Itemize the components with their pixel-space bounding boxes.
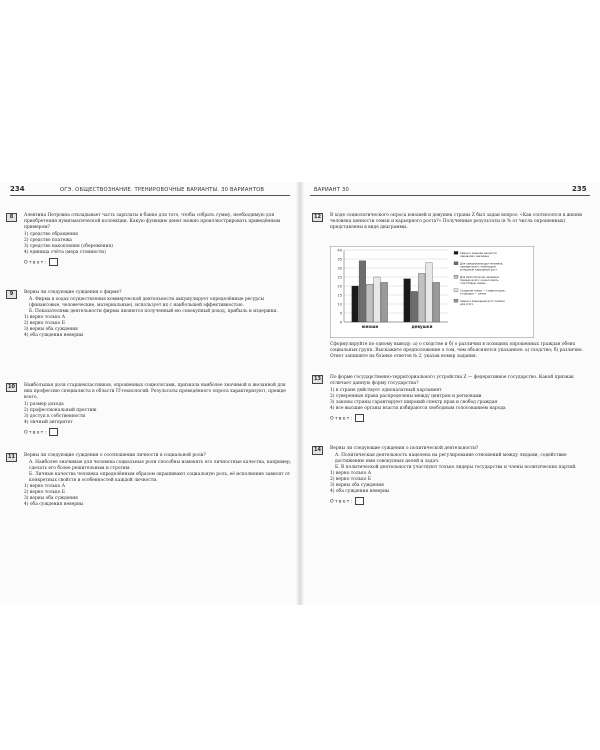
y-tick-label: 10	[337, 302, 342, 307]
statement-b: Б. Показателями деятельности фирмы являются полученный ею совокупный доход, прибыль и издержки.	[29, 309, 278, 314]
y-tick-label: 15	[337, 293, 342, 298]
bar	[366, 284, 373, 322]
left-page-number: 234	[10, 185, 25, 193]
x-tick-label: юноши	[361, 324, 379, 329]
y-tick-label: 0	[339, 320, 342, 325]
answer-row	[330, 497, 594, 506]
question-14	[312, 446, 594, 506]
bar	[426, 263, 433, 322]
option-1: 1) верно только А	[330, 471, 372, 476]
statement-a: А. Политическая деятельность нацелена на регулирование отношений между людьми, содействие достижению ими совокупных целей и задач.	[335, 453, 567, 464]
question-12	[312, 213, 594, 232]
option-3: 3) доступ к собственности	[24, 414, 86, 419]
legend-swatch	[454, 275, 458, 278]
question-stem: Наибольшая доля старшеклассников, опрошенных социологами, признала наиболее значимой и желанной для них профессию специалиста в области IT-технологий. Результаты проведённого опроса характеризуют, прежде всего,	[24, 383, 286, 400]
option-1: 1) в стране действует однопалатный парламент	[330, 388, 442, 393]
legend-label: Семья и карьерный рост помехи для этого	[460, 299, 505, 306]
question-task: Сформулируйте по одному выводу: а) о сходстве и б) о различии в позициях опрошенных граждан обеих социальных групп. Выскажите предположение о том, чем объясняется указанное: а) сходство; б) различие.	[330, 342, 583, 353]
right-page-header: ВАРИАНТ 30	[314, 187, 349, 193]
question-12-followup	[330, 342, 594, 360]
legend-swatch	[454, 289, 458, 292]
answer-label: Ответ:	[24, 260, 48, 266]
y-tick-label: 20	[337, 284, 342, 289]
legend-label: Создание семьи — главная цель, а карьера — затем	[460, 289, 506, 296]
answer-label: Ответ:	[330, 416, 354, 422]
y-tick-label: 25	[337, 275, 342, 280]
left-header-rule	[10, 195, 290, 196]
bar	[374, 277, 381, 322]
question-stem: Алевтина Петровна откладывает часть зарплаты в банке для того, чтобы собрать сумму, необходимую для приобретения нумизматической коллекции. Какую функцию денег можно проиллюстрировать приведённым примером?	[24, 213, 281, 230]
question-13	[312, 375, 594, 423]
question-stem: Верны ли следующие суждения о фирме?	[24, 290, 122, 295]
option-3: 3) верны оба суждения	[24, 327, 78, 332]
option-3: 3) верны оба суждения	[330, 483, 384, 488]
option-4: 4) оба суждения неверны	[330, 489, 390, 494]
bar	[433, 282, 440, 322]
option-4: 4) оба суждения неверны	[24, 502, 84, 507]
option-1: 1) размер дохода	[24, 402, 64, 407]
question-stem: В ходе социологического опроса юношей и девушек страны Z был задан вопрос: «Как соотносятся в жизни человека ценности семьи и карьерного роста?» Полученные результаты (в % от числа опрошенных) представлены в виде диаграммы.	[330, 213, 583, 230]
option-1: 1) средство обращения	[24, 232, 78, 237]
question-stem: Верны ли следующие суждения о соотношении личности в социальной роли?	[24, 453, 206, 458]
option-4: 4) единица счёта (мера стоимости)	[24, 250, 106, 255]
question-number: 8	[6, 213, 17, 222]
bar	[359, 261, 366, 322]
bar-chart-svg	[330, 246, 534, 338]
option-3: 3) законы страны гарантируют широкий спектр прав и свобод граждан	[330, 400, 498, 405]
y-tick-label: 40	[337, 248, 342, 253]
bar-chart	[330, 246, 534, 338]
option-3: 3) средство накопления (сбережения)	[24, 244, 113, 249]
question-stem: По форме государственно-территориального устройства Z — федеративное государство. Какой признак отличает данную форму государства?	[330, 375, 574, 386]
option-1: 1) верно только А	[24, 484, 66, 489]
answer-row	[24, 258, 292, 267]
statement-a: А. Фирма в ходах осуществления коммерческой деятельности аккумулирует определённые ресурсы (финансовые, человеческие, материальные), использует их с наибольшей эффективностью.	[29, 297, 265, 308]
question-number: 13	[312, 375, 323, 384]
answer-row	[24, 428, 292, 437]
right-header-rule	[310, 195, 590, 196]
option-1: 1) верно только А	[24, 315, 66, 320]
question-number: 10	[6, 383, 17, 392]
statement-b: Б. Личные качества человека определённым образом окрашивают социальную роль, её исполнение зависит от конкретных свойств и особенностей каждой личности.	[29, 472, 291, 483]
bar	[418, 273, 425, 322]
option-2: 2) верно только Б	[24, 490, 66, 495]
legend-label: Семья и карьера ценности одинаково значимые	[460, 252, 497, 259]
question-instruction: Ответ запишите на бланке ответов № 2, указав номер задания.	[330, 354, 478, 359]
answer-label: Ответ:	[24, 430, 48, 436]
question-9	[6, 290, 292, 339]
right-page-number: 235	[572, 185, 587, 193]
option-4: 4) оба суждения неверны	[24, 333, 84, 338]
bar	[411, 291, 418, 322]
question-number: 14	[312, 446, 323, 455]
question-number: 12	[312, 213, 323, 222]
answer-box[interactable]	[49, 258, 58, 266]
answer-box[interactable]	[355, 414, 364, 422]
statement-b: Б. В политической деятельности участвуют только лидеры государства и члены политических партий.	[335, 465, 577, 470]
answer-row	[330, 414, 594, 423]
question-10	[6, 383, 292, 437]
question-8	[6, 213, 292, 267]
legend-swatch	[454, 299, 458, 302]
option-2: 2) верно только Б	[24, 321, 66, 326]
question-number: 9	[6, 290, 17, 299]
legend-label: Для благополучия человека, прежде всего, нужно иметь счастливую семью	[460, 275, 500, 286]
legend-swatch	[454, 262, 458, 265]
y-tick-label: 5	[339, 311, 342, 316]
question-number: 11	[6, 453, 17, 462]
answer-label: Ответ:	[330, 499, 354, 505]
option-2: 2) суверенные права распределены между центром и регионами	[330, 394, 482, 399]
option-3: 3) верны оба суждения	[24, 496, 78, 501]
answer-box[interactable]	[355, 497, 364, 505]
option-2: 2) верно только Б	[330, 477, 372, 482]
book-gutter	[296, 182, 304, 605]
y-tick-label: 30	[337, 266, 342, 271]
option-2: 2) средство платежа	[24, 238, 72, 243]
x-tick-label: девушки	[411, 324, 433, 329]
question-stem: Верны ли следующие суждения о политической деятельности?	[330, 446, 479, 451]
bar	[381, 282, 388, 322]
legend-label: Для самореализации человека, прежде всего, необходим успешный карьерный рост	[460, 262, 504, 272]
y-tick-label: 35	[337, 257, 342, 262]
bar	[352, 286, 359, 322]
bar	[404, 279, 411, 322]
legend-swatch	[454, 251, 458, 254]
question-11	[6, 453, 292, 508]
option-2: 2) профессиональный престиж	[24, 408, 97, 413]
left-page-header: ОГЭ. ОБЩЕСТВОЗНАНИЕ. ТРЕНИРОВОЧНЫЕ ВАРИАНТЫ. 30 ВАРИАНТОВ	[60, 187, 265, 193]
option-4: 4) личный авторитет	[24, 420, 73, 425]
statement-a: А. Наиболее значимые для человека социальные роли способны изменять его личностные качества, например, сделать его более решительным и строгим.	[29, 460, 292, 471]
option-4: 4) все высшие органы власти избираются свободным голосованием народа	[330, 406, 506, 411]
answer-box[interactable]	[49, 428, 58, 436]
